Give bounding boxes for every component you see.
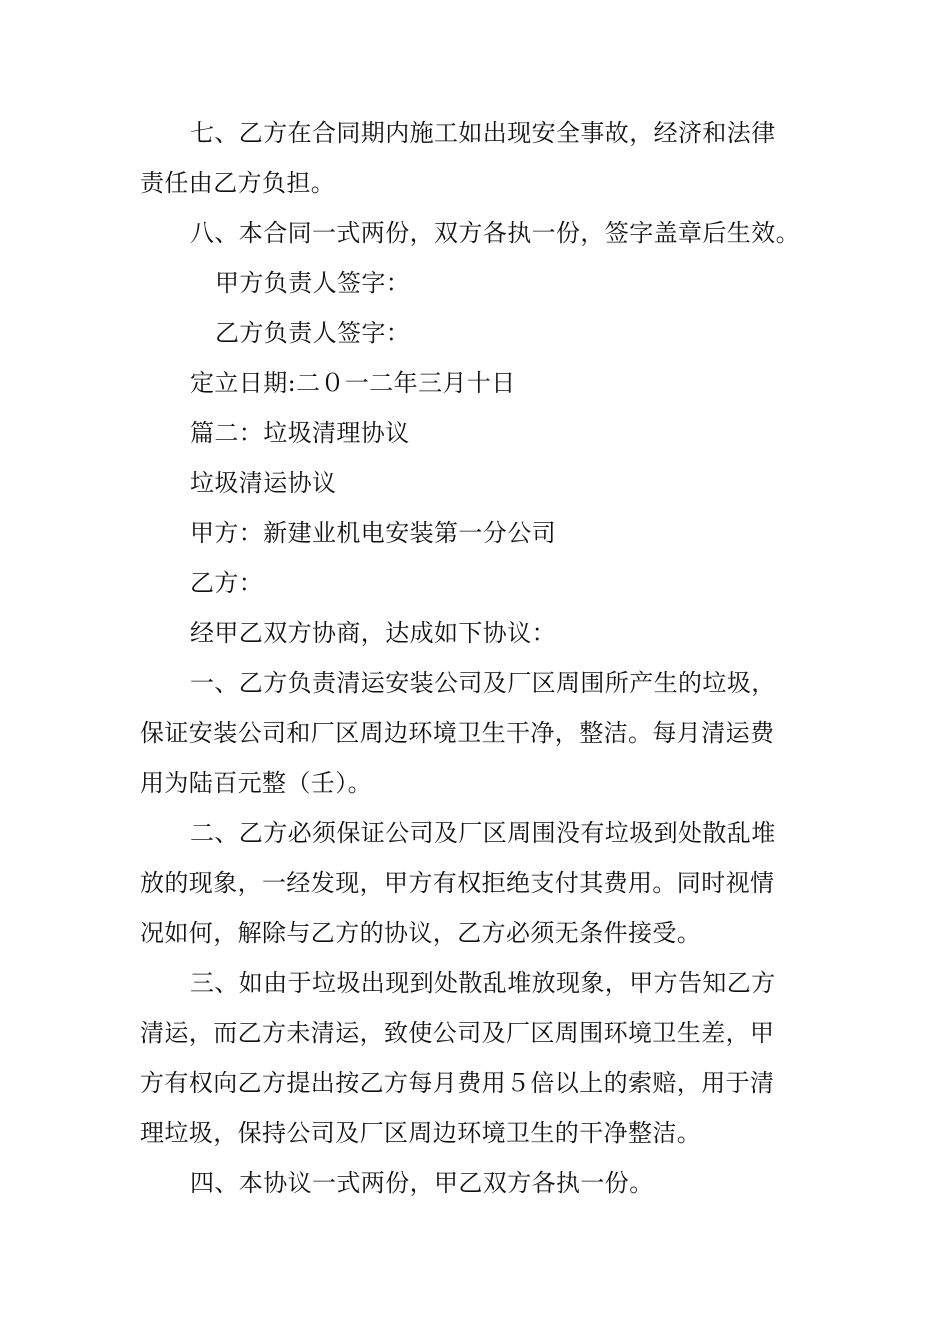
clause-3-line-3: 方有权向乙方提出按乙方每月费用５倍以上的索赔，用于清: [140, 1069, 775, 1097]
agreement-title: 垃圾清运协议: [190, 469, 337, 497]
clause-8-line: 八、本合同一式两份，双方各执一份，签字盖章后生效。: [190, 219, 800, 247]
section-heading: 篇二：垃圾清理协议: [190, 419, 410, 447]
clause-7-line-2: 责任由乙方负担。: [140, 169, 336, 197]
party-a-signature-label: 甲方负责人签字：: [215, 269, 411, 297]
clause-3-line-1: 三、如由于垃圾出现到处散乱堆放现象，甲方告知乙方: [190, 969, 776, 997]
clause-7-line-1: 七、乙方在合同期内施工如出现安全事故，经济和法律: [190, 119, 776, 147]
clause-1-line-2: 保证安装公司和厂区周边环境卫生干净，整洁。每月清运费: [140, 719, 775, 747]
clause-2-line-3: 况如何，解除与乙方的协议，乙方必须无条件接受。: [140, 919, 702, 947]
party-a-name: 甲方：新建业机电安装第一分公司: [190, 519, 556, 547]
party-b-signature-label: 乙方负责人签字：: [215, 319, 411, 347]
clause-2-line-1: 二、乙方必须保证公司及厂区周围没有垃圾到处散乱堆: [190, 819, 776, 847]
party-b-name: 乙方：: [190, 569, 264, 597]
clause-1-line-1: 一、乙方负责清运安装公司及厂区周围所产生的垃圾，: [190, 669, 776, 697]
clause-1-line-3: 用为陆百元整（壬）。: [140, 769, 372, 797]
contract-date: 定立日期:二０一二年三月十日: [190, 369, 516, 397]
clause-2-line-2: 放的现象，一经发现，甲方有权拒绝支付其费用。同时视情: [140, 869, 775, 897]
clause-3-line-4: 理垃圾，保持公司及厂区周边环境卫生的干净整洁。: [140, 1119, 702, 1147]
agreement-intro: 经甲乙双方协商，达成如下协议：: [190, 619, 556, 647]
clause-4-line: 四、本协议一式两份，甲乙双方各执一份。: [190, 1169, 654, 1197]
clause-3-line-2: 清运，而乙方未清运，致使公司及厂区周围环境卫生差，甲: [140, 1019, 775, 1047]
